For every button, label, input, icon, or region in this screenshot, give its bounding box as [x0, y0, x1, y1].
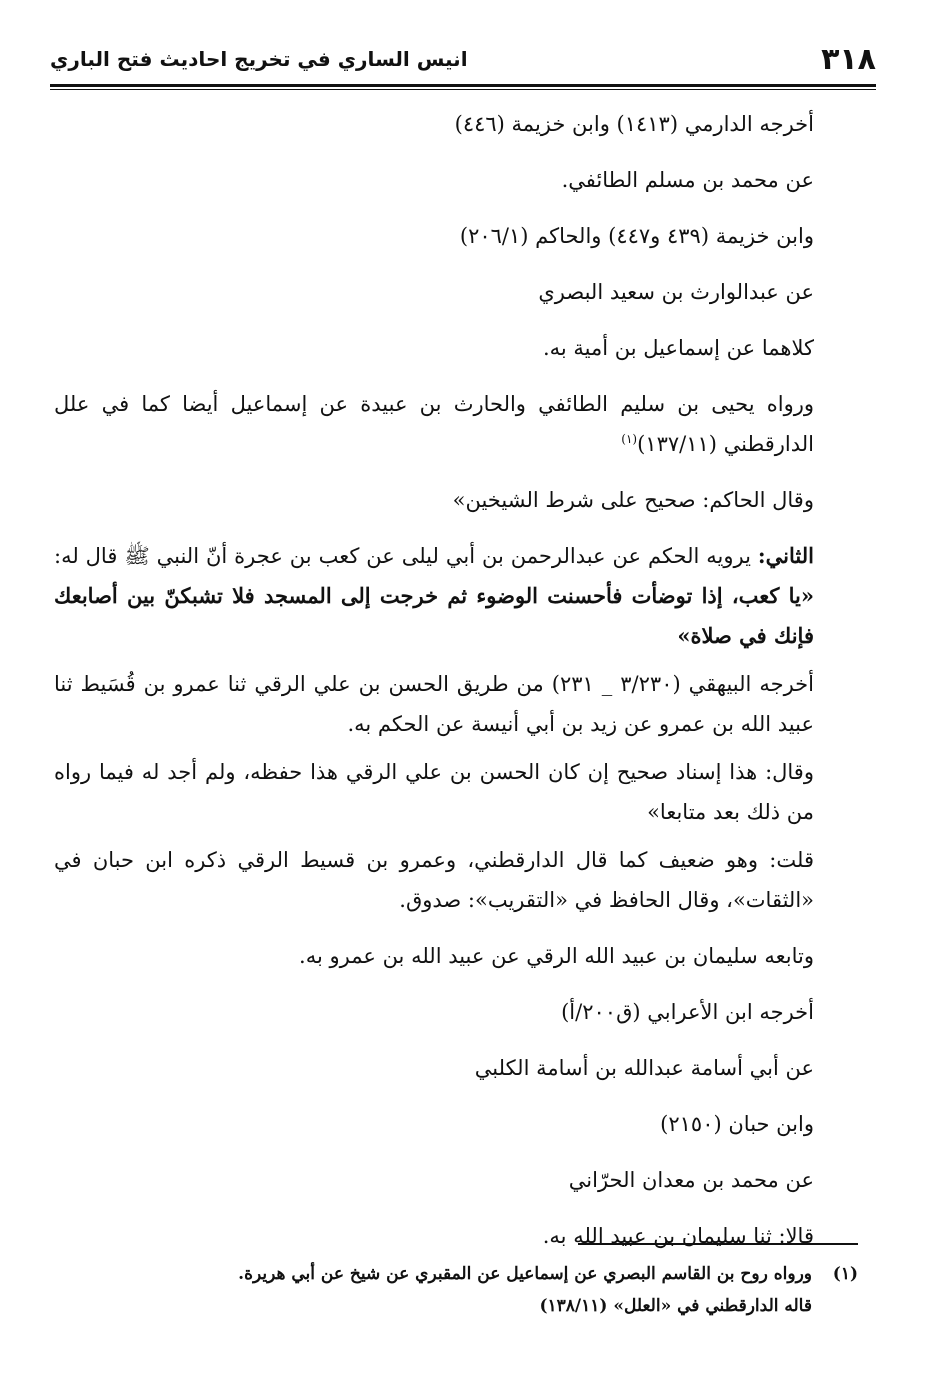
text-line: عن محمد بن معدان الحرّاني	[568, 1168, 814, 1192]
paragraph-qal: وقال: هذا إسناد صحيح إن كان الحسن بن علي الرقي هذا حفظه، ولم أجد له فيما رواه من ذلك بعد متابعا»	[54, 760, 814, 824]
paragraph-qultu: قلت: وهو ضعيف كما قال الدارقطني، وعمرو بن قسيط الرقي ذكره ابن حبان في «الثقات»، وقال الحافظ في «التقريب»: صدوق.	[54, 848, 814, 912]
text-line: أخرجه الدارمي (١٤١٣) وابن خزيمة (٤٤٦)	[454, 112, 814, 136]
text-line: وابن خزيمة (٤٣٩ و٤٤٧) والحاكم (٢٠٦/١)	[459, 224, 814, 248]
running-title: انيس الساري في تخريج احاديث فتح الباري	[50, 47, 468, 71]
footnote-rule	[578, 1243, 858, 1245]
page-header	[50, 34, 876, 84]
footnote-item	[60, 1258, 858, 1290]
section-lead: الثاني:	[757, 543, 814, 568]
text-line: قالا: ثنا سليمان بن عبيد الله به.	[542, 1224, 814, 1248]
paragraph-bayhaqi: أخرجه البيهقي (٣/٢٣٠ _ ٢٣١) من طريق الحسن بن علي الرقي ثنا عمرو بن قُسَيط ثنا عبيد الله بن عمرو عن زيد بن أبي أنيسة عن الحكم به.	[54, 672, 814, 736]
footnotes	[60, 1258, 858, 1322]
footnote-marker: (١)	[832, 1264, 858, 1284]
text-line: عن أبي أسامة عبدالله بن أسامة الكلبي	[474, 1056, 814, 1080]
header-rule	[50, 84, 876, 90]
footnote-text: ورواه روح بن القاسم البصري عن إسماعيل عن المقبري عن شيخ عن أبي هريرة.	[238, 1264, 812, 1284]
paragraph-yahya	[54, 384, 866, 464]
paragraph-yahya-text: ورواه يحيى بن سليم الطائفي والحارث بن عبيدة عن إسماعيل أيضا كما في علل الدارقطني (١٣٧/١١)	[54, 392, 814, 456]
text-line: عن عبدالوارث بن سعيد البصري	[538, 280, 814, 304]
text-line: وابن حبان (٢١٥٠)	[660, 1112, 814, 1136]
hadith-quote: «يا كعب، إذا توضأت فأحسنت الوضوء ثم خرجت إلى المسجد فلا تشبكنّ بين أصابعك فإنك في صلاة»	[54, 583, 814, 648]
footnote-continuation: قاله الدارقطني في «العلل» (١٣٨/١١)	[539, 1296, 812, 1316]
paragraph-hakim: وقال الحاكم: صحيح على شرط الشيخين»	[452, 488, 814, 512]
text-line: وتابعه سليمان بن عبيد الله الرقي عن عبيد الله بن عمرو به.	[299, 944, 814, 968]
text-line: كلاهما عن إسماعيل بن أمية به.	[542, 336, 814, 360]
page-number: ٣١٨	[821, 41, 876, 77]
footnote-reference: (١)	[621, 432, 638, 446]
text-line: عن محمد بن مسلم الطائفي.	[561, 168, 814, 192]
paragraph-second-hadith	[54, 536, 866, 656]
text-line: أخرجه ابن الأعرابي (ق٢٠٠/أ)	[561, 1000, 814, 1024]
paragraph-second-text: يرويه الحكم عن عبدالرحمن بن أبي ليلى عن كعب بن عجرة أنّ النبي ﷺ قال له:	[54, 544, 758, 568]
main-text	[54, 96, 866, 1264]
